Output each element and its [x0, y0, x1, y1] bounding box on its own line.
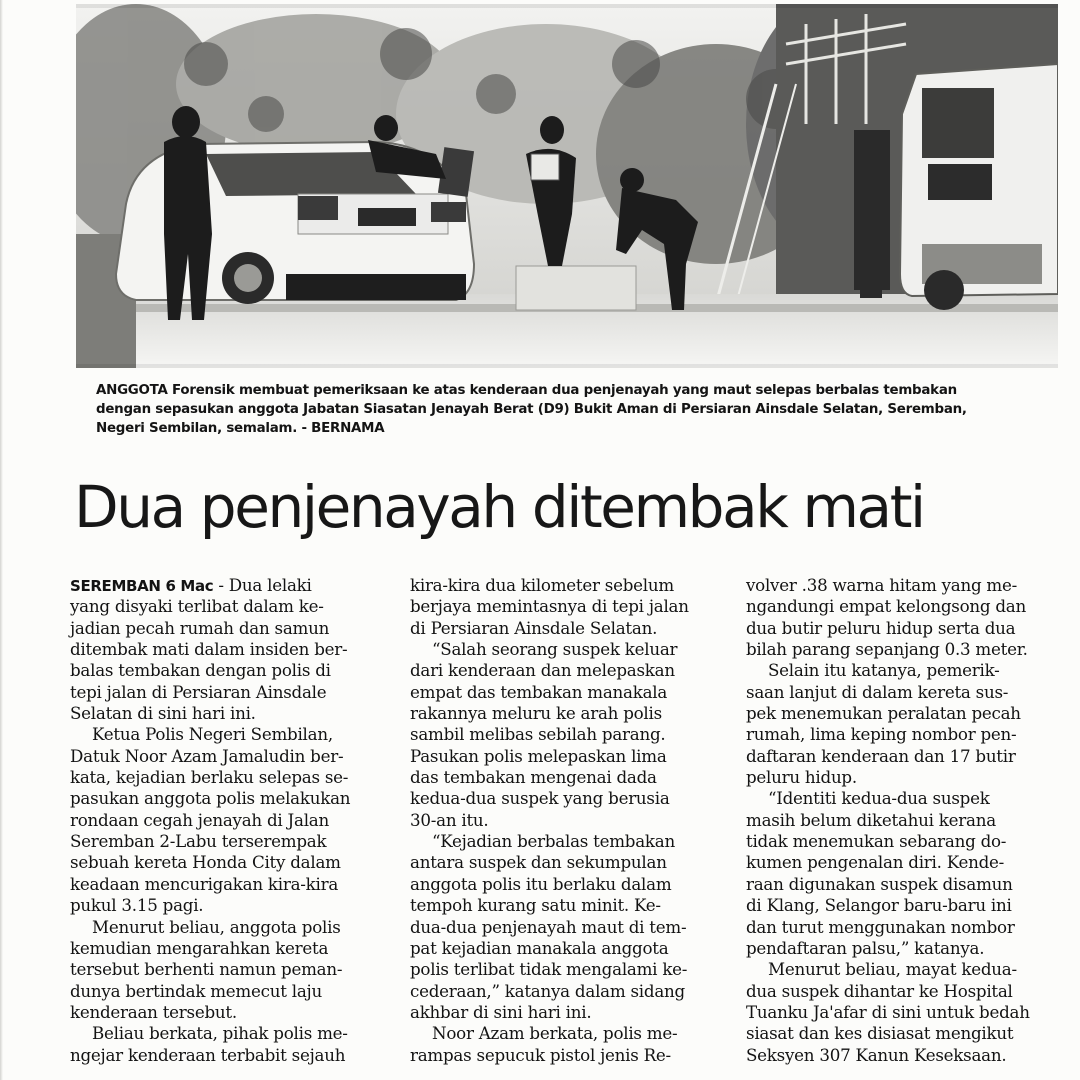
article-line: Seremban 2-Labu terserempak [70, 831, 327, 852]
article-line: pendaftaran palsu,” katanya. [746, 937, 985, 958]
article-line: dua suspek dihantar ke Hospital [746, 980, 1013, 1001]
caption-line: dengan sepasukan anggota Jabatan Siasatan Jenayah Berat (D9) Bukit Aman di Persiaran Ainsdale Selatan, Seremban, [96, 402, 967, 417]
forensic-van [900, 64, 1058, 310]
article-line: jadian pecah rumah dan samun [70, 617, 330, 638]
article-line: Menurut beliau, anggota polis [92, 916, 341, 937]
forensic-scene-illustration [76, 4, 1058, 368]
photo-caption [96, 381, 1056, 438]
article-line: Datuk Noor Azam Jamaludin ber- [70, 745, 344, 766]
article-line [70, 575, 388, 596]
article-line: rakannya meluru ke arah polis [410, 703, 662, 724]
article-line: balas tembakan dengan polis di [70, 660, 331, 681]
headline: Dua penjenayah ditembak mati [74, 473, 924, 541]
article-column-3 [746, 575, 1064, 1066]
article-line: pek menemukan peralatan pecah [746, 703, 1021, 724]
article-line: dan turut menggunakan nombor [746, 916, 1015, 937]
article-line: cederaan,” katanya dalam sidang [410, 980, 685, 1001]
article-line: sebuah kereta Honda City dalam [70, 852, 341, 873]
article-line: rondaan cegah jenayah di Jalan [70, 809, 329, 830]
article-line: dari kenderaan dan melepaskan [410, 660, 675, 681]
article-line: Ketua Polis Negeri Sembilan, [92, 724, 333, 745]
article-line: saan lanjut di dalam kereta sus- [746, 681, 1009, 702]
article-line: rampas sepucuk pistol jenis Re- [410, 1044, 671, 1065]
article-line: dua butir peluru hidup serta dua [746, 617, 1016, 638]
article-line: antara suspek dan sekumpulan [410, 852, 667, 873]
article-line: anggota polis itu berlaku dalam [410, 873, 672, 894]
article-line: tempoh kurang satu minit. Ke- [410, 895, 661, 916]
article-line: kedua-dua suspek yang berusia [410, 788, 670, 809]
article-line: tersebut berhenti namun peman- [70, 959, 343, 980]
article-line: ngejar kenderaan terbabit sejauh [70, 1044, 346, 1065]
caption-line: ANGGOTA Forensik membuat pemeriksaan ke atas kenderaan dua penjenayah yang maut selepas berbalas tembakan [96, 383, 957, 398]
article-line: siasat dan kes disiasat mengikut [746, 1023, 1014, 1044]
article-line: sambil melibas sebilah parang. [410, 724, 666, 745]
article-line: tepi jalan di Persiaran Ainsdale [70, 681, 327, 702]
article-line: Noor Azam berkata, polis me- [432, 1023, 678, 1044]
article-line: di Persiaran Ainsdale Selatan. [410, 617, 658, 638]
news-photo [76, 4, 1058, 368]
caption-line: Negeri Sembilan, semalam. - BERNAMA [96, 421, 385, 436]
article-line: dunya bertindak memecut laju [70, 980, 322, 1001]
article-line: pukul 3.15 pagi. [70, 895, 204, 916]
scan-edge-shadow [0, 0, 3, 1080]
article-text: - Dua lelaki [213, 575, 312, 595]
article-line: “Identiti kedua-dua suspek [768, 788, 990, 809]
article-line: kumen pengenalan diri. Kende- [746, 852, 1005, 873]
article-line: Menurut beliau, mayat kedua- [768, 959, 1017, 980]
dateline: SEREMBAN 6 Mac [70, 577, 214, 595]
article-line: Tuanku Ja'afar di sini untuk bedah [746, 1001, 1030, 1022]
article-line: peluru hidup. [746, 767, 857, 788]
article-line: polis terlibat tidak mengalami ke- [410, 959, 688, 980]
article-line: kenderaan tersebut. [70, 1001, 237, 1022]
article-line: kemudian mengarahkan kereta [70, 937, 329, 958]
article-line: yang disyaki terlibat dalam ke- [70, 596, 324, 617]
article-line: keadaan mencurigakan kira-kira [70, 873, 339, 894]
article-line: Beliau berkata, pihak polis me- [92, 1023, 348, 1044]
article-line: “Kejadian berbalas tembakan [432, 831, 675, 852]
article-line: Pasukan polis melepaskan lima [410, 745, 667, 766]
article-line: raan digunakan suspek disamun [746, 873, 1013, 894]
article-line: ngandungi empat kelongsong dan [746, 596, 1026, 617]
article-line: rumah, lima keping nombor pen- [746, 724, 1017, 745]
article-line: empat das tembakan manakala [410, 681, 668, 702]
article-line: pasukan anggota polis melakukan [70, 788, 351, 809]
article-line: bilah parang sepanjang 0.3 meter. [746, 639, 1028, 660]
article-line: das tembakan mengenai dada [410, 767, 657, 788]
article-line: berjaya memintasnya di tepi jalan [410, 596, 689, 617]
article-line: masih belum diketahui kerana [746, 809, 996, 830]
article-line: daftaran kenderaan dan 17 butir [746, 745, 1016, 766]
article-line: pat kejadian manakala anggota [410, 937, 669, 958]
article-line: ditembak mati dalam insiden ber- [70, 639, 348, 660]
article-line: Seksyen 307 Kanun Keseksaan. [746, 1044, 1007, 1065]
article-line: tidak menemukan sebarang do- [746, 831, 1007, 852]
article-line: Selatan di sini hari ini. [70, 703, 256, 724]
article-line: dua-dua penjenayah maut di tem- [410, 916, 687, 937]
article-line: “Salah seorang suspek keluar [432, 639, 678, 660]
article-line: di Klang, Selangor baru-baru ini [746, 895, 1012, 916]
article-line: volver .38 warna hitam yang me- [746, 575, 1018, 595]
article-column-2 [410, 575, 728, 1066]
article-column-1 [70, 575, 388, 1066]
article-line: kira-kira dua kilometer sebelum [410, 575, 674, 595]
article-line: akhbar di sini hari ini. [410, 1001, 592, 1022]
article-line: kata, kejadian berlaku selepas se- [70, 767, 349, 788]
article-line: 30-an itu. [410, 809, 489, 830]
article-line: Selain itu katanya, pemerik- [768, 660, 1000, 681]
